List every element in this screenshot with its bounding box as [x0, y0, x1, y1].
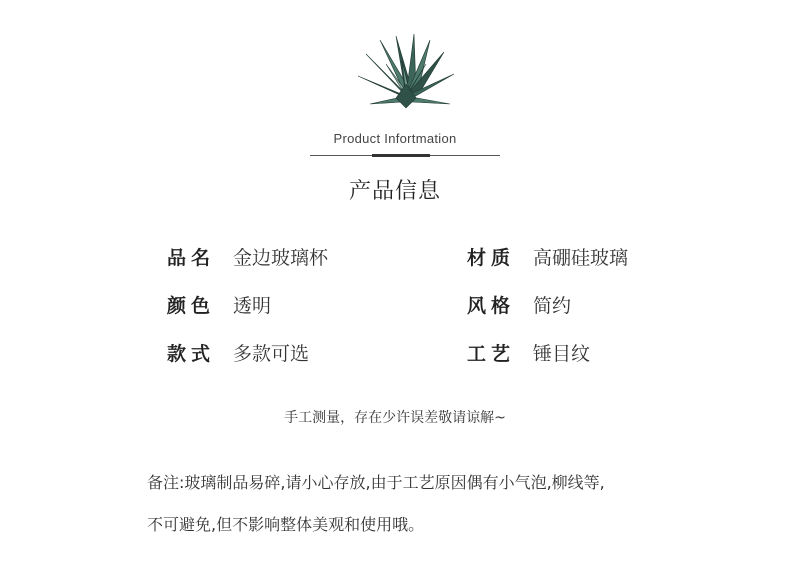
- spec-row-color: [167, 289, 271, 319]
- spec-row-name: [167, 241, 328, 271]
- spec-label-model: 款式: [167, 342, 216, 365]
- spec-value-material: 高硼硅玻璃: [533, 246, 629, 269]
- remark-line-2: 不可避免,但不影响整体美观和使用哦。: [147, 515, 425, 534]
- section-subtitle: Product Infortmation: [333, 131, 457, 146]
- spec-row-model: [167, 337, 309, 367]
- spec-label-style: 风格: [467, 294, 516, 317]
- page-title: 产品信息: [348, 179, 441, 204]
- spec-value-style: 简约: [533, 294, 572, 317]
- spec-value-name: 金边玻璃杯: [233, 246, 329, 269]
- spec-row-style: [467, 289, 571, 319]
- spec-label-color: 颜色: [167, 294, 216, 317]
- spec-label-name: 品名: [167, 246, 216, 269]
- divider-accent: [372, 154, 430, 157]
- spec-label-craft: 工艺: [467, 342, 516, 365]
- spec-value-craft: 锤目纹: [533, 342, 591, 365]
- spec-value-color: 透明: [233, 294, 272, 317]
- spec-row-craft: [467, 337, 590, 367]
- agave-plant-icon: [356, 34, 456, 114]
- measurement-note: 手工测量，存在少许误差敬请谅解~: [284, 410, 506, 426]
- remark-line-1: 备注:玻璃制品易碎,请小心存放,由于工艺原因偶有小气泡,柳线等,: [147, 473, 605, 492]
- spec-row-material: [467, 241, 628, 271]
- spec-label-material: 材质: [467, 246, 516, 269]
- spec-value-model: 多款可选: [233, 342, 310, 365]
